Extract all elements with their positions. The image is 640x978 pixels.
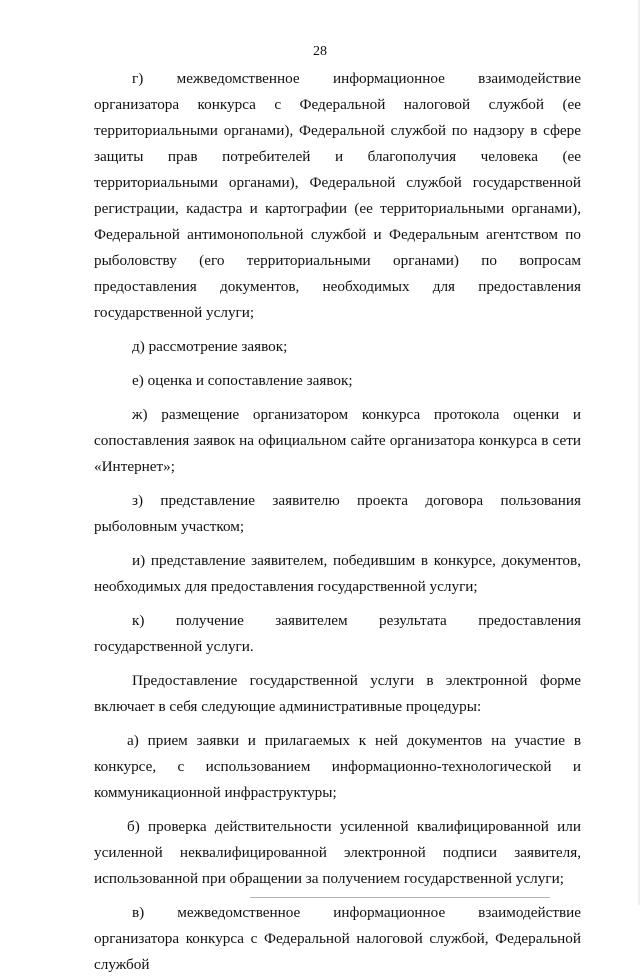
paragraph-i: и) представление заявителем, победившим в конкурсе, документов, необходимых для предоставления государственной услуги; bbox=[94, 552, 581, 595]
paragraph-k: к) получение заявителем результата предоставления государственной услуги. bbox=[94, 612, 581, 655]
body-text bbox=[94, 66, 581, 978]
paragraph-zh: ж) размещение организатором конкурса протокола оценки и сопоставления заявок на официальном сайте организатора конкурса в сети «Интернет»; bbox=[94, 406, 581, 475]
page-number: 28 bbox=[313, 44, 327, 59]
paragraph-d: д) рассмотрение заявок; bbox=[132, 338, 288, 355]
paragraph-e: е) оценка и сопоставление заявок; bbox=[132, 372, 353, 389]
paragraph-v: в) межведомственное информационное взаимодействие организатора конкурса с Федеральной налоговой службой, Федеральной службой bbox=[94, 904, 581, 973]
paragraph-a: а) прием заявки и прилагаемых к ней документов на участие в конкурсе, с использованием информационно-технологической и коммуникационной инфраструктуры; bbox=[94, 732, 581, 801]
paragraph-g: г) межведомственное информационное взаимодействие организатора конкурса с Федеральной налоговой службой (ее территориальными органами), Федеральной службой по надзору в сфере защиты прав потребителей и благополучия человека (ее территориальными органами), Федеральной службой государственной регистрации, кадастра и картографии (ее территориальными органами), Федеральной антимонопольной службой и Федеральным агентством по рыболовству (его территориальными органами) по вопросам предоставления документов, необходимых для предоставления государственной услуги; bbox=[94, 70, 581, 321]
paragraph-electronic-form: Предоставление государственной услуги в электронной форме включает в себя следующие административные процедуры: bbox=[94, 672, 581, 715]
paragraph-z: з) представление заявителю проекта договора пользования рыболовным участком; bbox=[94, 492, 581, 535]
scan-bottom-line bbox=[250, 897, 550, 898]
paragraph-b: б) проверка действительности усиленной квалифицированной или усиленной неквалифицированной электронной подписи заявителя, использованной при обращении за получением государственной услуги; bbox=[94, 818, 581, 887]
